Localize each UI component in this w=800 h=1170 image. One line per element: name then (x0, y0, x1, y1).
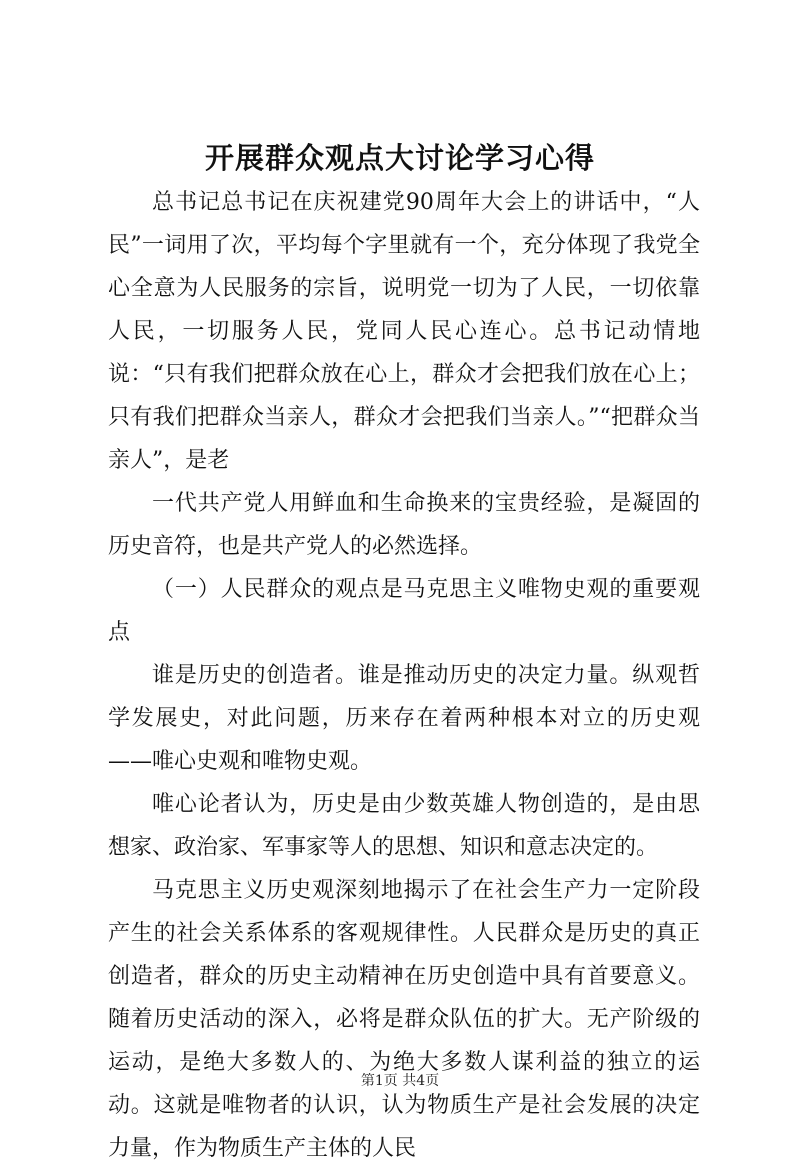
section-heading-1: （一）人民群众的观点是马克思主义唯物史观的重要观点 (108, 577, 700, 645)
paragraph-4: 唯心论者认为，历史是由少数英雄人物创造的，是由思想家、政治家、军事家等人的思想、知识和意志决定的。 (108, 792, 700, 860)
paragraph-2: 一代共产党人用鲜血和生命换来的宝贵经验，是凝固的历史音符，也是共产党人的必然选择。 (108, 491, 700, 559)
document-body (108, 181, 700, 1170)
document-title: 开展群众观点大讨论学习心得 (204, 141, 595, 175)
paragraph-5: 马克思主义历史观深刻地揭示了在社会生产力一定阶段产生的社会关系体系的客观规律性。人民群众是历史的真正创造者，群众的历史主动精神在历史创造中具有首要意义。随着历史活动的深入，必将是群众队伍的扩大。无产阶级的运动，是绝大多数人的、为绝大多数人谋利益的独立的运动。这就是唯物者的认识，认为物质生产是社会发展的决定力量，作为物质生产主体的人民 (108, 878, 700, 1161)
paragraph-3: 谁是历史的创造者。谁是推动历史的决定力量。纵观哲学发展史，对此问题，历来存在着两种根本对立的历史观——唯心史观和唯物史观。 (108, 663, 700, 774)
paragraph-1: 总书记总书记在庆祝建党90周年大会上的讲话中，“人民”一词用了次，平均每个字里就有一个，充分体现了我党全心全意为人民服务的宗旨，说明党一切为了人民，一切依靠人民，一切服务人民，党同人民心连心。总书记动情地说：“只有我们把群众放在心上，群众才会把我们放在心上；只有我们把群众当亲人，群众才会把我们当亲人。”“把群众当亲人”，是老 (108, 190, 700, 473)
page-footer: 第1页 共4页 (360, 1073, 440, 1089)
